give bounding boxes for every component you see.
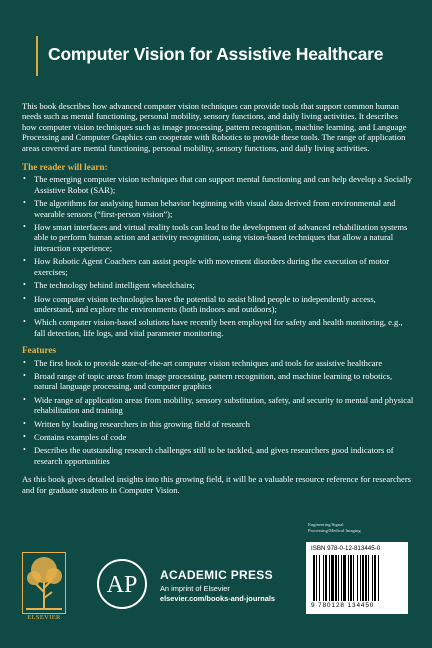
list-item [22,222,414,253]
bullet-icon: • [23,317,26,327]
intro-paragraph: This book describes how advanced computer vision techniques can provide tools that support common human needs such as mental functioning, personal mobility, sensory functions, and daily living activities. It describes how computer vision techniques such as image processing, pattern recognition, machine learning, and Language Processing and Computer Graphics can cooperate with Robotics to provide these tools. The range of application areas covered are mental functioning, personal mobility, sensory functions, and daily living activities. [22,101,407,153]
book-title: Computer Vision for Assistive Healthcare [48,44,384,64]
list-item [22,198,414,219]
bullet-icon: • [23,256,26,266]
barcode-bar [325,555,327,601]
isbn-barcode [306,542,408,614]
list-item [22,395,414,416]
bullet-icon: • [23,445,26,455]
subject-line: Engineering/Signal [308,522,344,527]
list-item-text: Which computer vision-based solutions have recently been employed for safety and health monitoring, e.g., fall detection, life logs, and vital parameter monitoring. [34,317,403,338]
list-item [22,280,414,290]
barcode-number: 9 780128 134450 [311,602,375,609]
list-item [22,419,414,429]
barcode-bar [374,555,376,601]
list-item [22,174,414,195]
list-item-text: The algorithms for analysing human behavior beginning with visual data derived from environmental and wearable sensors (“first-person vision”); [34,198,396,219]
title-box [36,36,398,76]
publisher-name: ACADEMIC PRESS [160,568,273,582]
barcode-bar [348,555,349,601]
barcode-bar [362,555,364,601]
list-item [22,371,414,392]
bullet-icon: • [23,198,26,208]
learn-heading: The reader will learn: [22,162,108,173]
bullet-icon: • [23,394,26,404]
bullet-icon: • [23,370,26,380]
list-item-text: Wide range of application areas from mobility, sensory substitution, safety, and security to mental and physical rehabilitation and training [34,394,414,416]
publisher-url: elsevier.com/books-and-journals [160,594,276,603]
academic-press-logo-icon [96,558,148,610]
barcode-bar [316,555,317,601]
bullet-icon: • [23,418,26,428]
subject-line: Processing/Medical Imaging [308,528,361,533]
list-item [22,294,414,315]
bullet-icon: • [23,431,26,441]
bullet-icon: • [23,174,26,184]
barcode-bar [357,555,358,601]
barcode-bar [365,555,367,601]
bullet-icon: • [23,222,26,232]
bullet-icon: • [23,293,26,303]
list-item [22,256,414,277]
barcode-bar [335,555,337,601]
bullet-icon: • [23,280,26,290]
list-item [22,358,414,368]
list-item-text: How smart interfaces and virtual reality tools can lead to the development of advanced rehabilitation systems able to perform human action and activity recognition, using vision-based techniques that allow a natural interaction experience; [34,222,408,253]
learn-list [22,174,414,338]
list-item [22,445,414,466]
bullet-icon: • [23,357,26,367]
elsevier-tree-logo-icon [22,552,66,614]
list-item-text: The emerging computer vision techniques that can support mental functioning and can help develop a Socially Assistive Robot (SAR); [34,174,412,195]
barcode-bar [353,555,354,601]
barcode-bar [341,555,342,601]
list-item-text: Written by leading researchers in this growing field of research [34,418,250,429]
list-item-text: Broad range of topic areas from image processing, pattern recognition, and machine learning to robotics, natural language processing, and computer graphics [34,370,393,392]
barcode-bar [360,555,361,601]
publisher-imprint: An imprint of Elsevier [160,584,230,593]
isbn-label: ISBN 978-0-12-813445-0 [311,545,381,552]
barcode-bar [331,555,334,601]
closing-paragraph: As this book gives detailed insights into this growing field, it will be a valuable resource reference for researchers and for graduate students in Computer Vision. [22,474,412,495]
barcode-bar [343,555,346,601]
list-item [22,432,414,442]
barcode-bar [323,555,324,601]
barcode-bar [372,555,373,601]
list-item-text: The technology behind intelligent wheelchairs; [34,280,195,291]
subject-category [308,522,361,534]
list-item-text: Contains examples of code [34,431,127,442]
list-item [22,317,414,338]
barcode-bar [378,555,379,601]
publisher-block [160,568,275,603]
list-item-text: The first book to provide state-of-the-art computer vision techniques and tools for assistive healthcare [34,357,383,368]
features-heading: Features [22,345,57,356]
barcode-bar [338,555,339,601]
list-item-text: How computer vision technologies have the potential to assist blind people to independently access, understand, and explore the environments (both indoors and outdoors); [34,293,376,314]
barcode-bar [313,555,315,601]
ap-logo-letters: AP [106,572,138,598]
list-item-text: Describes the outstanding research challenges still to be tackled, and gives researchers good indicators of research opportunities [34,445,394,466]
barcode-icon [311,555,403,601]
barcode-bar [350,555,352,601]
barcode-bar [329,555,330,601]
features-list [22,358,414,467]
barcode-bar [368,555,369,601]
list-item-text: How Robotic Agent Coachers can assist people with movement disorders during the execution of motor exercises; [34,256,390,277]
back-cover-text [22,101,414,504]
barcode-bar [319,555,320,601]
elsevier-wordmark: ELSEVIER [27,614,61,621]
